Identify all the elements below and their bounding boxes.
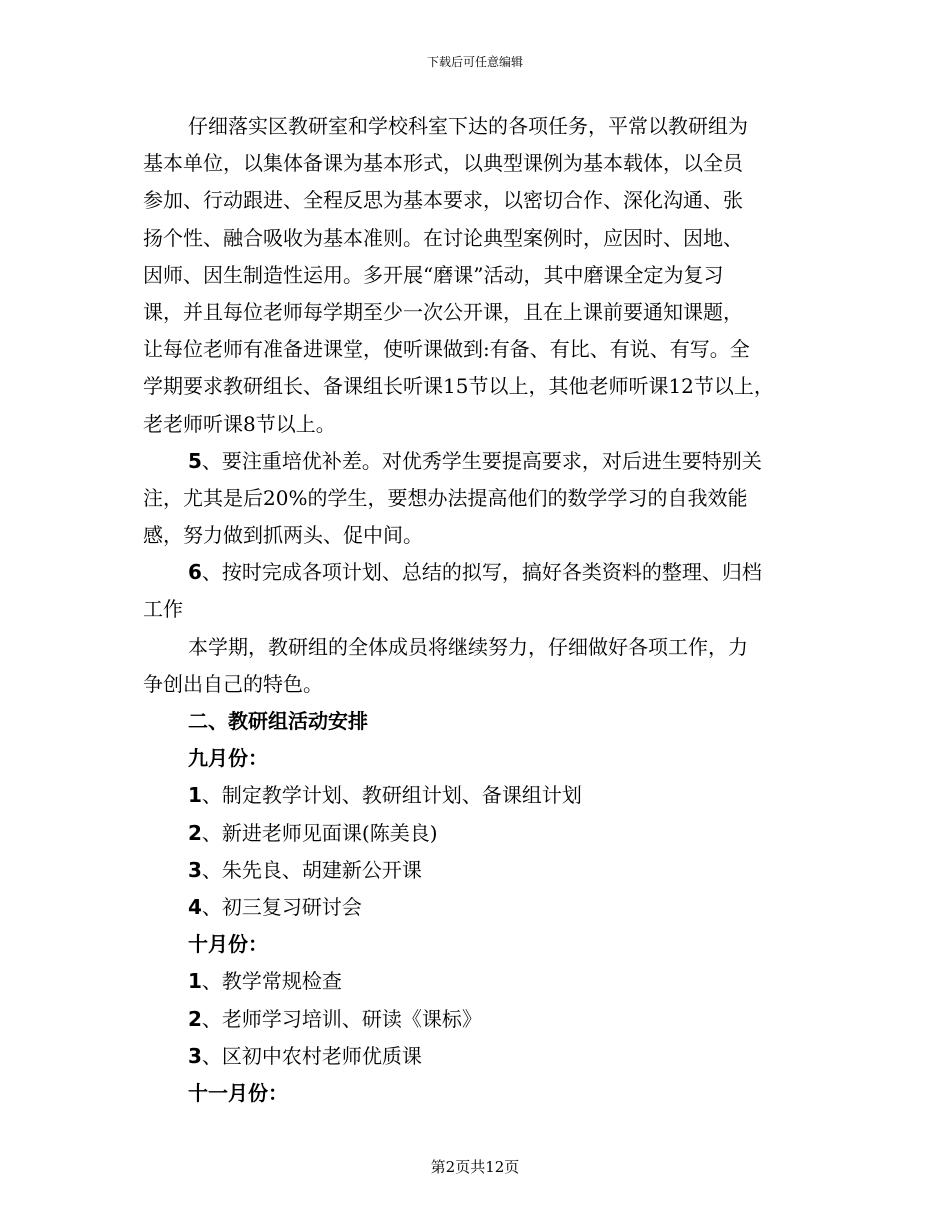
- text-line: 争创出自己的特色。: [143, 671, 323, 696]
- text-line: 老老师听课8节以上。: [143, 411, 336, 436]
- text-line: [143, 443, 843, 480]
- item-number: 6: [188, 560, 202, 585]
- list-item: [143, 1001, 843, 1038]
- item-text: 、要注重培优补差。对优秀学生要提高要求，对后进生要特别关: [201, 448, 762, 473]
- text-line: 课，并且每位老师每学期至少一次公开课，且在上课前要通知课题，: [143, 299, 743, 324]
- month-label: 十月份：: [188, 932, 268, 957]
- item-text: 、新进老师见面课(陈美良): [201, 820, 438, 845]
- page-footer: 第2页共12页: [430, 1158, 520, 1176]
- item-text: 、区初中农村老师优质课: [201, 1043, 422, 1068]
- paragraph-conclusion: [143, 629, 843, 703]
- item-text: 、按时完成各项计划、总结的拟写，搞好各类资料的整理、归档: [201, 560, 762, 585]
- text-line: [143, 554, 843, 591]
- text-line: 仔细落实区教研室和学校科室下达的各项任务，平常以教研组为: [188, 114, 748, 138]
- month-label: 九月份：: [188, 746, 268, 771]
- item-number: 4: [188, 894, 202, 919]
- item-number: 1: [188, 783, 202, 808]
- month-label: 十一月份：: [188, 1080, 288, 1105]
- text-line: 学期要求教研组长、备课组长听课15节以上，其他老师听课12节以上，: [143, 374, 774, 399]
- list-item: [143, 852, 843, 889]
- list-item: [143, 1038, 843, 1075]
- item-text: 、制定教学计划、教研组计划、备课组计划: [201, 783, 582, 808]
- item-text: 、教学常规检查: [201, 969, 342, 994]
- item-text: 、初三复习研讨会: [201, 894, 362, 919]
- text-line: 参加、行动跟进、全程反思为基本要求，以密切合作、深化沟通、张: [143, 188, 743, 213]
- document-body: [143, 108, 843, 1112]
- item-text: 、老师学习培训、研读《课标》: [201, 1006, 482, 1031]
- month-november: [143, 1075, 843, 1112]
- text-line: 工作: [143, 597, 183, 622]
- list-item: [143, 815, 843, 852]
- item-text: 、朱先良、胡建新公开课: [201, 857, 422, 882]
- paragraph-task-implementation: [143, 108, 843, 443]
- text-line: 扬个性、融合吸收为基本准则。在讨论典型案例时，应因时、因地、: [143, 225, 743, 250]
- item-number: 1: [188, 969, 202, 994]
- text-line: 感，努力做到抓两头、促中间。: [143, 523, 423, 548]
- list-item: [143, 777, 843, 814]
- month-september: [143, 740, 843, 926]
- item-number: 5: [188, 448, 202, 473]
- page-header: 下载后可任意编辑: [426, 55, 523, 69]
- section-title: 二、教研组活动安排: [188, 709, 368, 733]
- text-line: 本学期，教研组的全体成员将继续努力，仔细做好各项工作，力: [188, 634, 748, 659]
- paragraph-item-6: [143, 554, 843, 628]
- item-number: 3: [188, 857, 202, 882]
- list-item: [143, 963, 843, 1000]
- text-line: 注，尤其是后20%的学生，要想办法提高他们的数学学习的自我效能: [143, 485, 748, 510]
- item-number: 2: [188, 820, 202, 845]
- text-line: 因师、因生制造性运用。多开展“磨课”活动，其中磨课全定为复习: [143, 262, 724, 287]
- list-item: [143, 889, 843, 926]
- item-number: 2: [188, 1006, 202, 1031]
- item-number: 3: [188, 1043, 202, 1068]
- text-line: 让每位老师有准备进课堂，使听课做到:有备、有比、有说、有写。全: [143, 337, 750, 362]
- text-line: 基本单位，以集体备课为基本形式，以典型课例为基本载体，以全员: [143, 151, 743, 176]
- paragraph-item-5: [143, 443, 843, 555]
- month-october: [143, 926, 843, 1075]
